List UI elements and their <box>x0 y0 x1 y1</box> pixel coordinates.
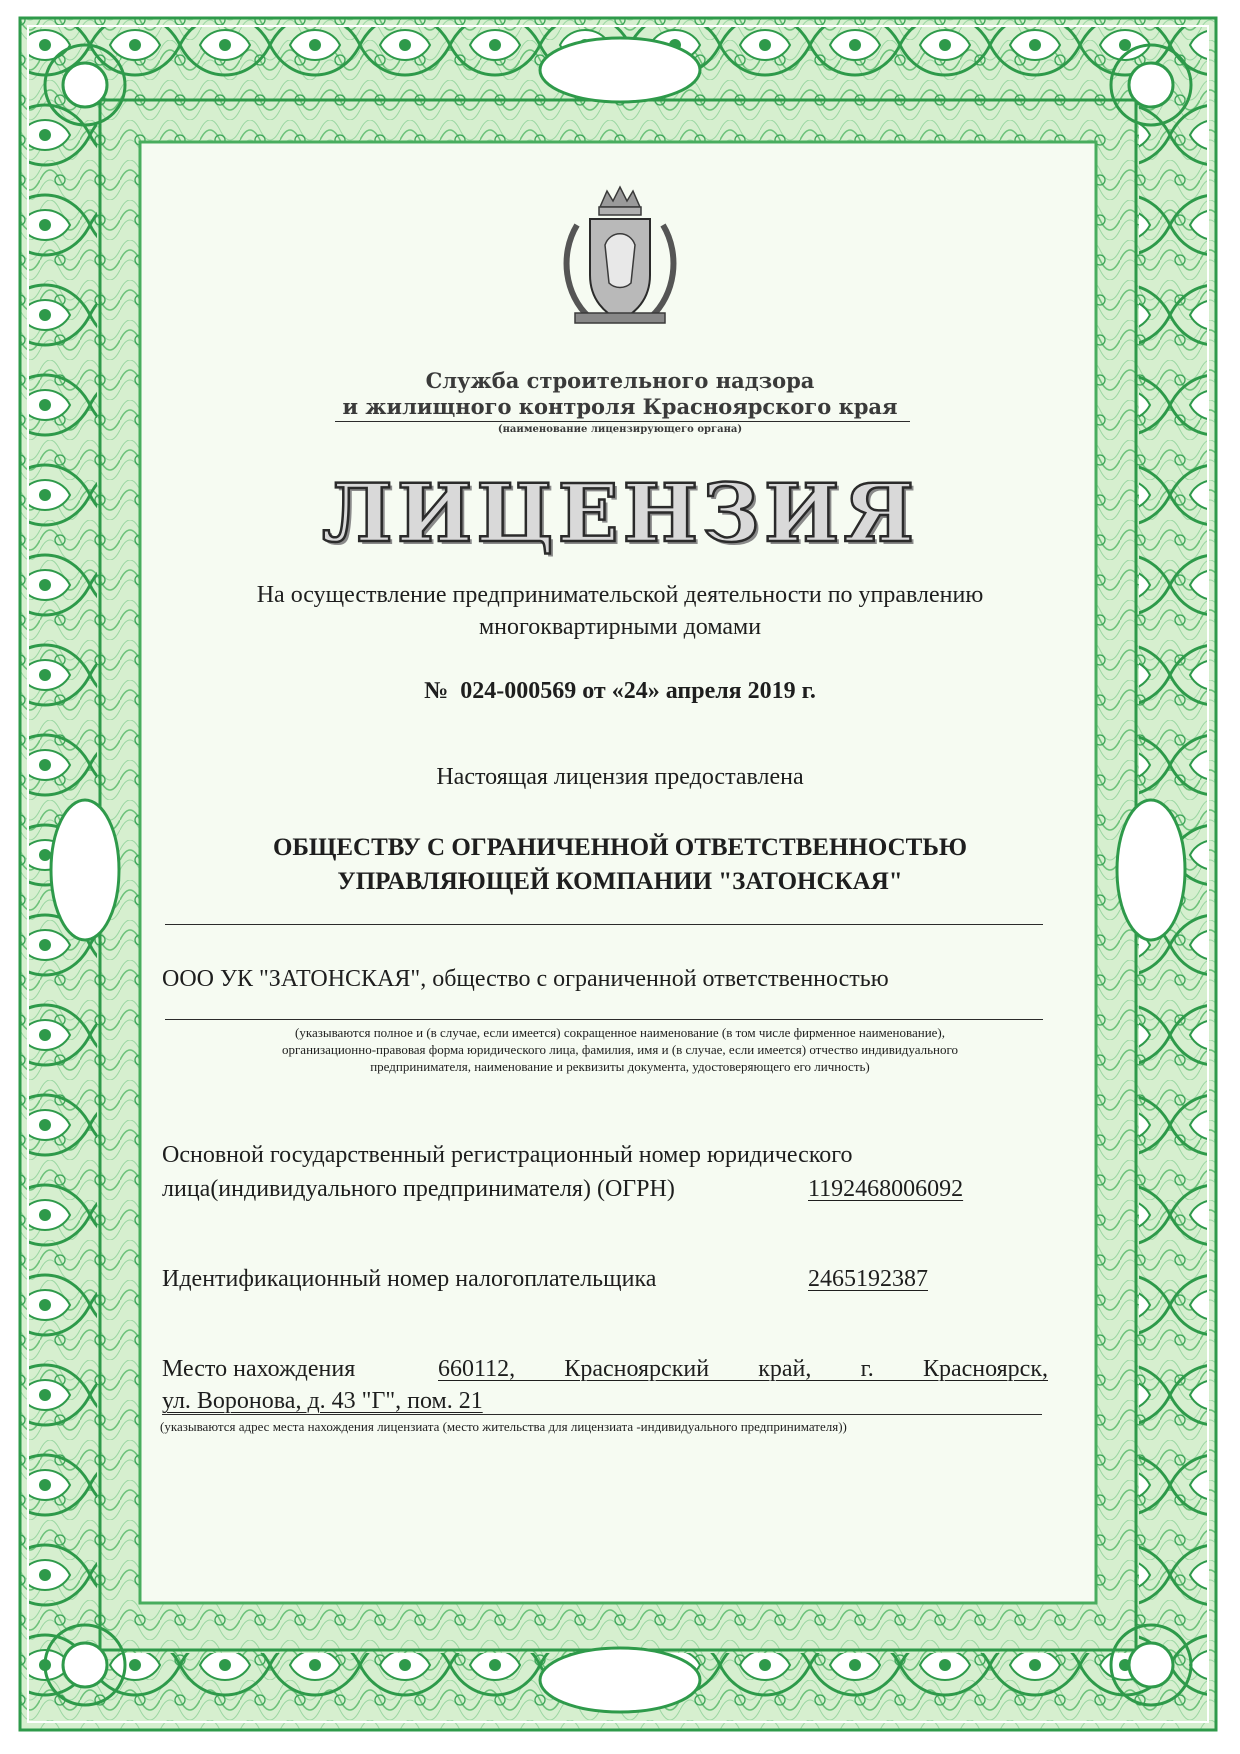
issuer-line-1: Служба строительного надзора <box>425 368 815 393</box>
issuer-line-2: и жилищного контроля Красноярского края <box>342 394 898 419</box>
document-title: ЛИЦЕНЗИЯ <box>321 466 919 560</box>
granted-label: Настоящая лицензия предоставлена <box>436 764 804 790</box>
name-caption-line-1: (указываются полное и (в случае, если имеется) сокращенное наименование (в том числе фирменное наименование), <box>295 1025 945 1040</box>
address-label: Место нахождения <box>162 1356 356 1382</box>
ogrn-value: 1192468006092 <box>808 1176 964 1202</box>
inn-label: Идентификационный номер налогоплательщика <box>162 1266 657 1292</box>
licensee-full-name-line-1: ОБЩЕСТВУ С ОГРАНИЧЕННОЙ ОТВЕТСТВЕННОСТЬЮ <box>272 834 968 861</box>
address-caption: (указываются адрес места нахождения лицензиата (место жительства для лицензиата -индивидуального предпринимателя)) <box>160 1419 847 1434</box>
name-caption-line-2: организационно-правовая форма юридического лица, фамилия, имя и (в случае, если имеется) отчество индивидуального <box>281 1042 959 1057</box>
short-name-underline <box>165 1019 1043 1020</box>
ogrn-label-line-1: Основной государственный регистрационный номер юридического <box>162 1142 853 1168</box>
ogrn-label-line-2: лица(индивидуального предпринимателя) (ОГРН) <box>162 1176 675 1202</box>
license-number: № 024-000569 от «24» апреля 2019 г. <box>424 678 816 704</box>
purpose-line-2: многоквартирными домами <box>478 614 762 640</box>
address-underline <box>162 1414 1042 1415</box>
coat-of-arms-icon <box>555 185 685 335</box>
licensee-full-name-line-2: УПРАВЛЯЮЩЕЙ КОМПАНИИ "ЗАТОНСКАЯ" <box>337 868 903 895</box>
licensee-short-name: ООО УК "ЗАТОНСКАЯ", общество с ограниченной ответственностью <box>162 966 889 992</box>
address-value-line-1: 660112, Красноярский край, г. Красноярск, <box>438 1356 1048 1382</box>
issuer-underline <box>335 421 910 422</box>
inn-value: 2465192387 <box>808 1266 928 1292</box>
issuer-caption: (наименование лицензирующего органа) <box>497 424 743 435</box>
purpose-line-1: На осуществление предпринимательской деятельности по управлению <box>256 582 984 608</box>
full-name-underline <box>165 924 1043 925</box>
name-caption-line-3: предпринимателя, наименование и реквизиты документа, удостоверяющего его личность) <box>370 1059 870 1074</box>
address-value-line-2: ул. Воронова, д. 43 "Г", пом. 21 <box>162 1388 483 1414</box>
